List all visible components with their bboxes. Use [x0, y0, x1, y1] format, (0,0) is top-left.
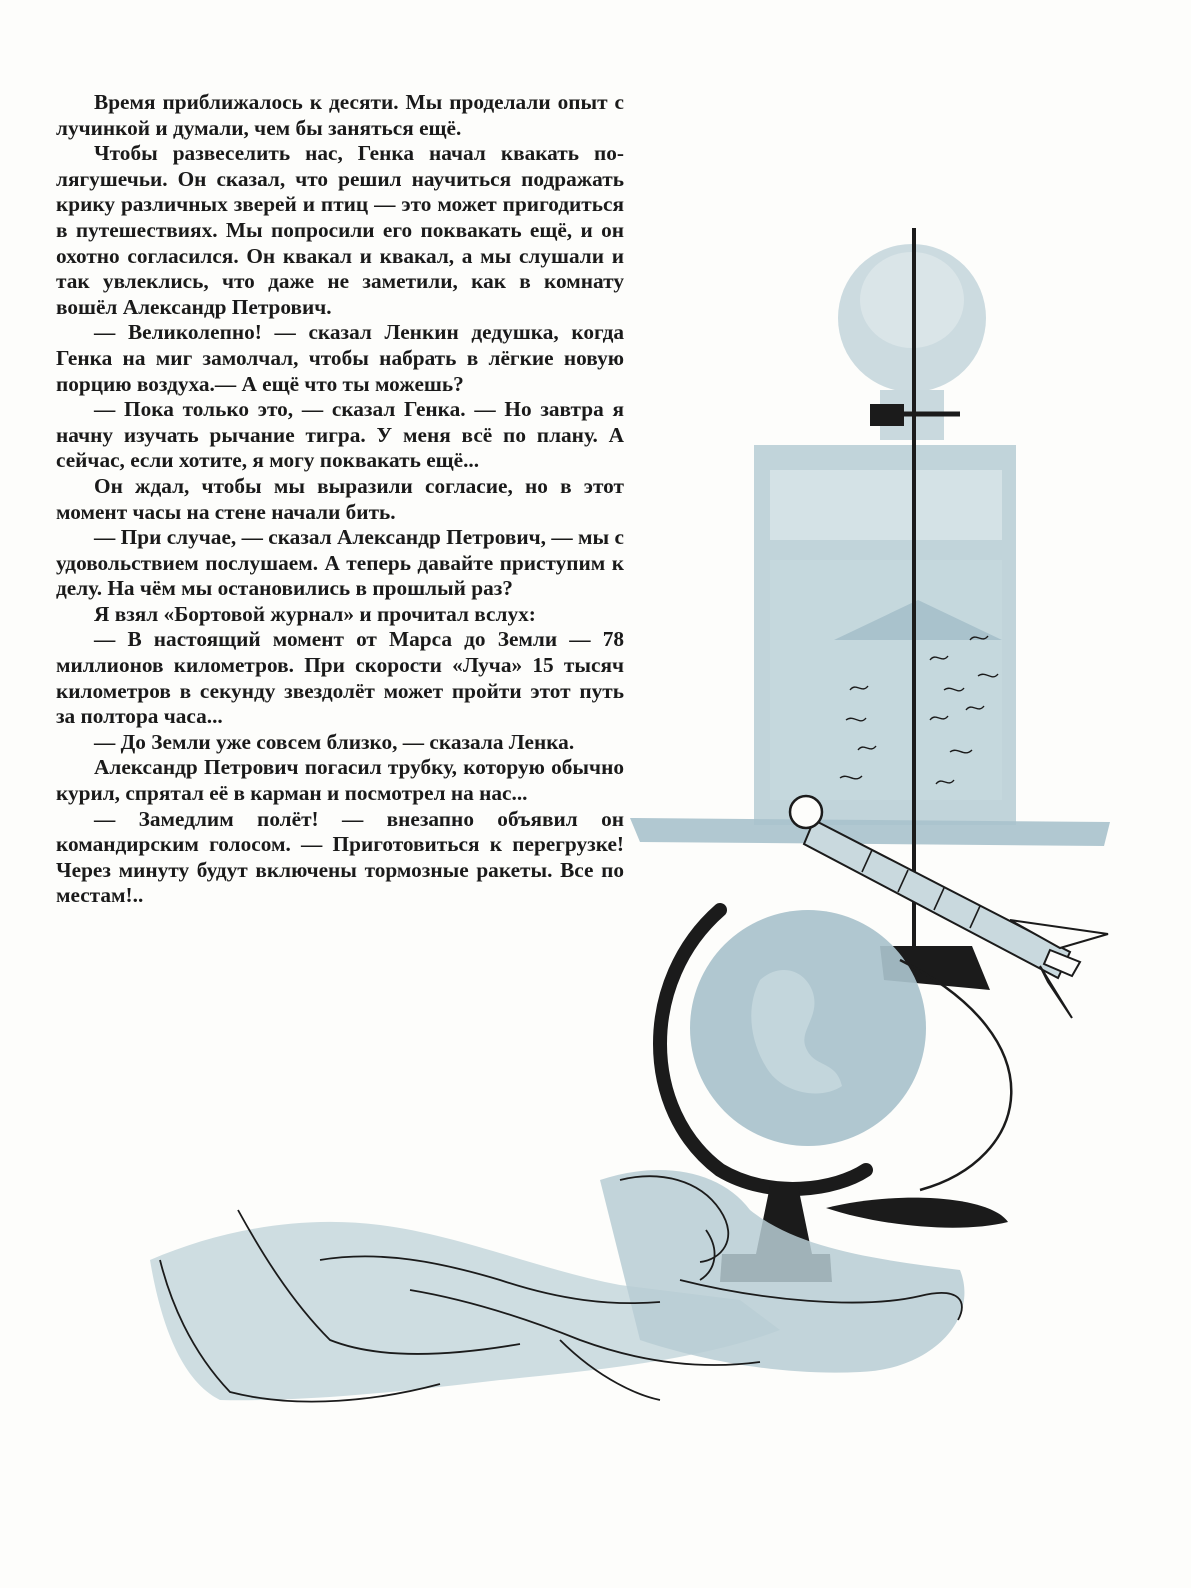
paragraph: Александр Петрович погасил трубку, которую обычно курил, спрятал её в карман и посмотрел на нас...: [56, 755, 624, 806]
paragraph: — До Земли уже совсем близко, — сказала Ленка.: [94, 729, 575, 754]
paragraph: — Пока только это, — сказал Генка. — Но завтра я начну изучать рычание тигра. У меня всё по плану. А сейчас, если хотите, я могу поквакать ещё...: [56, 397, 624, 473]
paragraph: Я взял «Бортовой журнал» и прочитал вслух:: [94, 601, 536, 626]
paragraph: — Великолепно! — сказал Ленкин дедушка, когда Генка на миг замолчал, чтобы набрать в лёгкие новую порцию воздуха.— А ещё что ты можешь?: [56, 320, 624, 396]
shelf-wash: [630, 818, 1110, 846]
page-corner-mark: [1183, 0, 1191, 8]
flask-illustration: [838, 244, 986, 440]
paragraph: Он ждал, чтобы мы выразили согласие, но в этот момент часы на стене начали бить.: [56, 473, 624, 524]
paragraph: — При случае, — сказал Александр Петрович, — мы с удовольствием послушаем. А теперь давайте приступим к делу. На чём мы остановились в прошлый раз?: [56, 525, 624, 601]
paragraph: Время приближалось к десяти. Мы проделали опыт с лучинкой и думали, чем бы заняться ещё.: [56, 90, 624, 140]
body-text: [56, 90, 624, 909]
paragraph: — Замедлим полёт! — внезапно объявил он командирским голосом. — Приготовиться к перегрузке! Через минуту будут включены тормозные ракеты. Все по местам!..: [56, 806, 624, 908]
paragraph: Чтобы развеселить нас, Генка начал квакать по-лягушечьи. Он сказал, что решил научиться подражать крику различных зверей и птиц — это может пригодиться в путешествиях. Мы попросили его поквакать ещё, и он охотно согласился. Он квакал и квакал, а мы слушали и так увлеклись, что даже не заметили, как в комнату вошёл Александр Петрович.: [56, 141, 624, 319]
lab-stand: [870, 228, 990, 990]
globe-illustration: [660, 910, 1011, 1282]
paragraph: — В настоящий момент от Марса до Земли — 78 миллионов километров. При скорости «Луча» 15 тысяч километров в секунду звездолёт может пройти этот путь за полтора часа...: [56, 627, 624, 729]
beaker-illustration: [754, 445, 1016, 825]
rocket-illustration: [790, 796, 1108, 1018]
paper-scrolls-illustration: [150, 1170, 964, 1402]
